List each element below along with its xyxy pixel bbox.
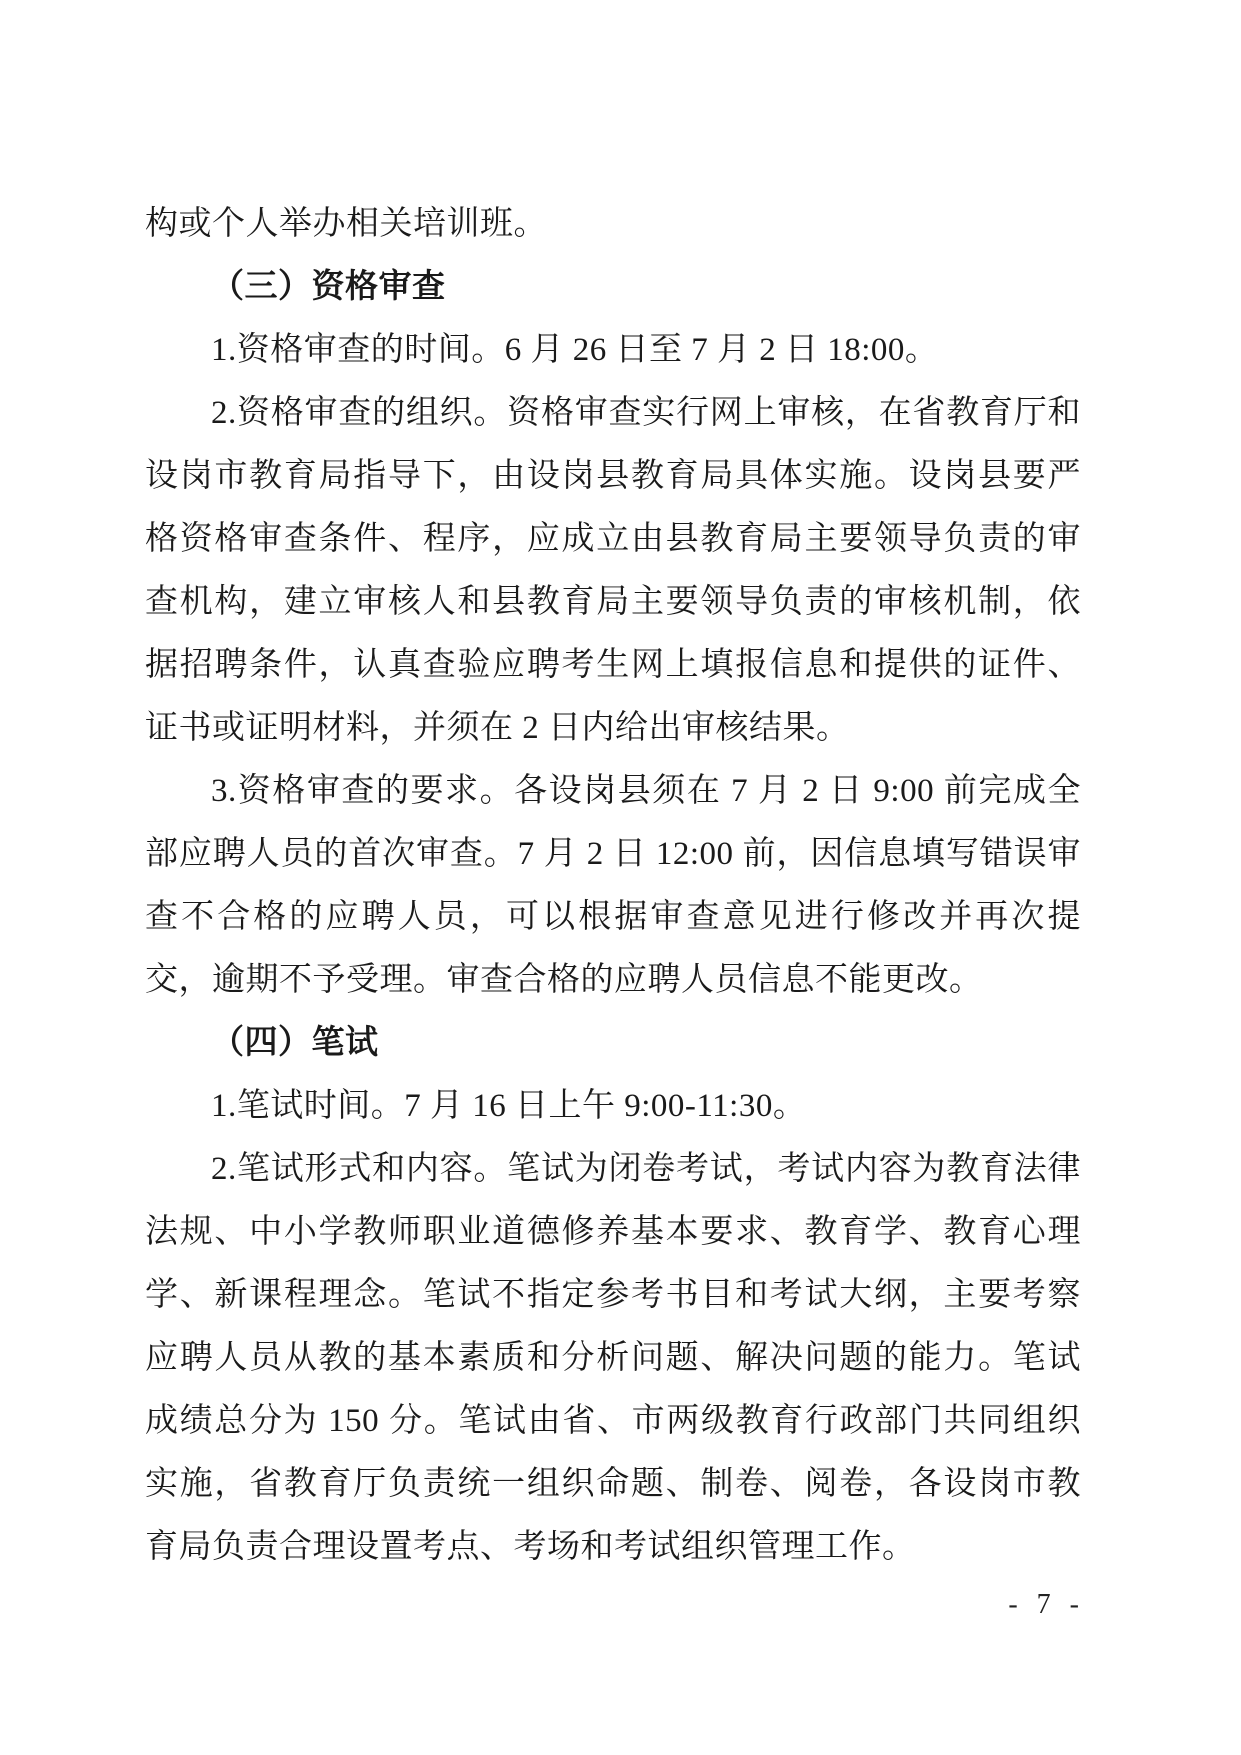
page-number: - 7 - xyxy=(1008,1589,1085,1620)
paragraph-review-requirements: 3.资格审查的要求。各设岗县须在 7 月 2 日 9:00 前完成全部应聘人员的首次审查。7 月 2 日 12:00 前，因信息填写错误审查不合格的应聘人员，可以根据审查意见进行修改并再次提交，逾期不予受理。审查合格的应聘人员信息不能更改。 xyxy=(145,773,1081,998)
section-heading-qualification-review: （三）资格审查 xyxy=(211,269,446,305)
paragraph-exam-time: 1.笔试时间。7 月 16 日上午 9:00-11:30。 xyxy=(211,1088,807,1124)
paragraph-review-organization: 2.资格审查的组织。资格审查实行网上审核，在省教育厅和设岗市教育局指导下，由设岗县教育局具体实施。设岗县要严格资格审查条件、程序，应成立由县教育局主要领导负责的审查机构，建立审核人和县教育局主要领导负责的审核机制，依据招聘条件，认真查验应聘考生网上填报信息和提供的证件、证书或证明材料，并须在 2 日内给出审核结果。 xyxy=(145,395,1081,746)
document-content xyxy=(145,193,1081,1579)
section-heading-written-exam: （四）笔试 xyxy=(211,1025,379,1061)
paragraph-continuation: 构或个人举办相关培训班。 xyxy=(145,206,547,242)
paragraph-exam-format-content: 2.笔试形式和内容。笔试为闭卷考试，考试内容为教育法律法规、中小学教师职业道德修养基本要求、教育学、教育心理学、新课程理念。笔试不指定参考书目和考试大纲，主要考察应聘人员从教的基本素质和分析问题、解决问题的能力。笔试成绩总分为 150 分。笔试由省、市两级教育行政部门共同组织实施，省教育厅负责统一组织命题、制卷、阅卷，各设岗市教育局负责合理设置考点、考场和考试组织管理工作。 xyxy=(145,1151,1081,1565)
paragraph-review-time: 1.资格审查的时间。6 月 26 日至 7 月 2 日 18:00。 xyxy=(211,332,939,368)
